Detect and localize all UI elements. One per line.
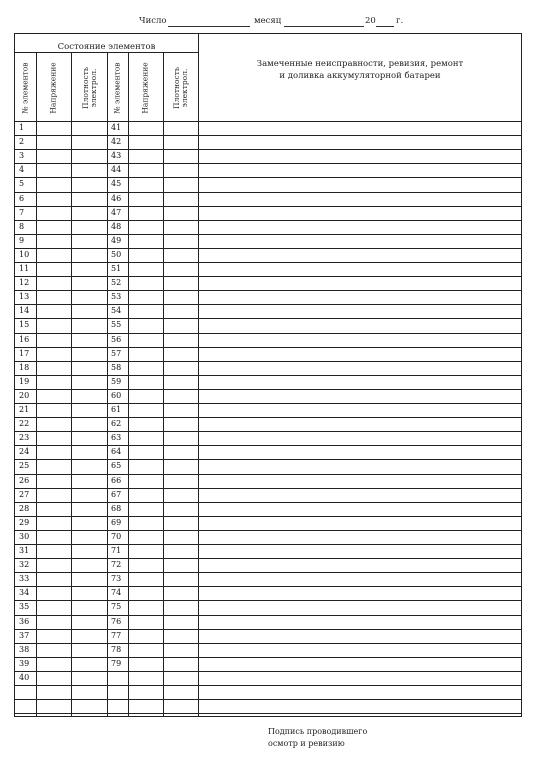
element-number-left: 36 <box>19 616 30 626</box>
element-number-left: 3 <box>19 151 25 161</box>
element-number-right: 50 <box>111 249 122 259</box>
element-number-left: 15 <box>19 320 30 330</box>
element-number-left: 21 <box>19 405 30 414</box>
element-number-left: 1 <box>19 123 25 132</box>
element-number-right: 78 <box>111 644 122 654</box>
element-number-left: 10 <box>19 249 30 259</box>
row-rule <box>15 304 521 305</box>
year-suffix: г. <box>396 16 404 26</box>
row-rule <box>15 192 521 193</box>
group-title-rule <box>15 52 198 53</box>
element-number-right: 67 <box>111 489 122 499</box>
header-element-no-left: № элементов <box>20 61 30 114</box>
row-rule <box>15 558 521 559</box>
row-rule <box>15 135 521 136</box>
element-number-right: 41 <box>111 123 122 132</box>
header-element-no-right: № элементов <box>113 61 123 114</box>
element-number-left: 40 <box>19 672 30 682</box>
element-number-left: 7 <box>19 207 25 217</box>
element-number-right: 52 <box>111 278 122 288</box>
header-density-left: Плотность электрол. <box>80 66 98 109</box>
row-rule <box>15 149 521 150</box>
col-divider <box>71 52 72 716</box>
element-number-left: 28 <box>19 503 30 513</box>
element-number-left: 37 <box>19 630 30 640</box>
row-rule <box>15 488 521 489</box>
element-number-right: 76 <box>111 616 122 626</box>
element-number-left: 19 <box>19 376 30 386</box>
row-rule <box>15 699 521 700</box>
header-voltage-right: Напряжение <box>141 61 151 114</box>
row-rule <box>15 389 521 390</box>
element-number-left: 32 <box>19 560 30 570</box>
element-number-left: 4 <box>19 165 25 175</box>
element-number-left: 5 <box>19 179 25 189</box>
element-number-right: 71 <box>111 546 122 555</box>
element-number-right: 53 <box>111 292 122 302</box>
element-number-left: 12 <box>19 278 30 288</box>
element-number-left: 27 <box>19 489 30 499</box>
row-rule <box>15 544 521 545</box>
element-number-right: 49 <box>111 235 122 245</box>
col-divider <box>163 52 164 716</box>
row-rule <box>15 502 521 503</box>
row-rule <box>15 403 521 404</box>
notes-title-line2: и доливка аккумуляторной батареи <box>279 71 441 81</box>
element-number-right: 55 <box>111 320 122 330</box>
element-number-left: 20 <box>19 390 30 400</box>
element-number-right: 51 <box>111 264 122 273</box>
element-number-right: 45 <box>111 179 122 189</box>
element-number-left: 25 <box>19 461 30 471</box>
row-rule <box>15 220 521 221</box>
row-rule <box>15 318 521 319</box>
row-rule <box>15 572 521 573</box>
row-rule <box>15 459 521 460</box>
element-number-left: 35 <box>19 602 30 612</box>
element-number-right: 54 <box>111 306 122 316</box>
element-number-right: 77 <box>111 630 122 640</box>
notes-title-line1: Замеченные неисправности, ревизия, ремонт <box>256 59 464 69</box>
element-number-right: 48 <box>111 221 122 231</box>
element-number-left: 14 <box>19 306 30 316</box>
row-rule <box>15 615 521 616</box>
row-rule <box>15 262 521 263</box>
element-number-left: 29 <box>19 517 30 527</box>
element-number-right: 74 <box>111 588 122 598</box>
element-number-left: 34 <box>19 588 30 598</box>
signature-line1: Подпись проводившего <box>268 727 368 736</box>
header-voltage-left: Напряжение <box>49 61 59 114</box>
year-prefix: 20 <box>365 16 376 26</box>
element-number-right: 65 <box>111 461 122 471</box>
row-rule <box>15 530 521 531</box>
inspection-table <box>14 33 522 717</box>
element-number-right: 75 <box>111 602 122 612</box>
element-number-right: 63 <box>111 433 122 443</box>
row-rule <box>15 600 521 601</box>
row-rule <box>15 657 521 658</box>
element-number-right: 70 <box>111 531 122 541</box>
element-number-right: 47 <box>111 207 122 217</box>
element-number-right: 59 <box>111 376 122 386</box>
element-number-left: 9 <box>19 235 25 245</box>
row-rule <box>15 177 521 178</box>
row-rule <box>15 347 521 348</box>
row-rule <box>15 713 521 714</box>
element-number-left: 39 <box>19 658 30 668</box>
element-number-right: 58 <box>111 362 122 372</box>
row-rule <box>15 629 521 630</box>
col-divider <box>128 52 129 716</box>
element-number-right: 79 <box>111 658 122 668</box>
row-rule <box>15 248 521 249</box>
element-number-left: 26 <box>19 475 30 485</box>
element-number-right: 66 <box>111 475 122 485</box>
col-divider <box>107 52 108 716</box>
month-blank[interactable] <box>284 26 364 27</box>
element-number-left: 11 <box>19 264 30 273</box>
element-number-left: 24 <box>19 447 30 457</box>
row-rule <box>15 206 521 207</box>
element-number-left: 18 <box>19 362 30 372</box>
date-line <box>0 14 540 30</box>
row-rule <box>15 375 521 376</box>
signature-caption <box>268 726 367 750</box>
row-rule <box>15 121 521 122</box>
row-rule <box>15 417 521 418</box>
element-number-right: 69 <box>111 517 122 527</box>
element-number-right: 44 <box>111 165 122 175</box>
row-rule <box>15 445 521 446</box>
row-rule <box>15 290 521 291</box>
row-rule <box>15 586 521 587</box>
element-number-right: 57 <box>111 348 122 358</box>
row-rule <box>15 361 521 362</box>
element-number-left: 33 <box>19 574 30 584</box>
row-rule <box>15 431 521 432</box>
element-number-right: 43 <box>111 151 122 161</box>
row-rule <box>15 643 521 644</box>
element-number-right: 68 <box>111 503 122 513</box>
notes-title <box>199 58 521 82</box>
element-number-left: 30 <box>19 531 30 541</box>
element-number-left: 8 <box>19 221 25 231</box>
signature-line2: осмотр и ревизию <box>268 739 345 748</box>
row-rule <box>15 671 521 672</box>
element-number-left: 38 <box>19 644 30 654</box>
element-number-right: 60 <box>111 390 122 400</box>
element-number-right: 73 <box>111 574 122 584</box>
row-rule <box>15 234 521 235</box>
element-number-right: 64 <box>111 447 122 457</box>
element-number-right: 72 <box>111 560 122 570</box>
element-number-left: 22 <box>19 419 30 429</box>
element-number-left: 17 <box>19 348 30 358</box>
group-title: Состояние элементов <box>57 42 156 52</box>
element-number-right: 56 <box>111 334 122 344</box>
element-number-right: 42 <box>111 137 122 147</box>
col-divider <box>36 52 37 716</box>
row-rule <box>15 276 521 277</box>
element-number-left: 23 <box>19 433 30 443</box>
date-blank[interactable] <box>168 26 250 27</box>
month-label: месяц <box>254 16 282 26</box>
year-blank[interactable] <box>376 26 394 27</box>
header-density-right: Плотность электрол. <box>172 66 190 109</box>
element-number-left: 6 <box>19 193 25 203</box>
element-number-right: 46 <box>111 193 122 203</box>
element-number-left: 13 <box>19 292 30 302</box>
row-rule <box>15 333 521 334</box>
row-rule <box>15 163 521 164</box>
element-number-right: 62 <box>111 419 122 429</box>
row-rule <box>15 474 521 475</box>
element-number-left: 16 <box>19 334 30 344</box>
date-label: Число <box>139 16 167 26</box>
element-number-left: 31 <box>19 546 30 555</box>
row-rule <box>15 516 521 517</box>
element-number-left: 2 <box>19 137 25 147</box>
element-number-right: 61 <box>111 405 122 414</box>
row-rule <box>15 685 521 686</box>
